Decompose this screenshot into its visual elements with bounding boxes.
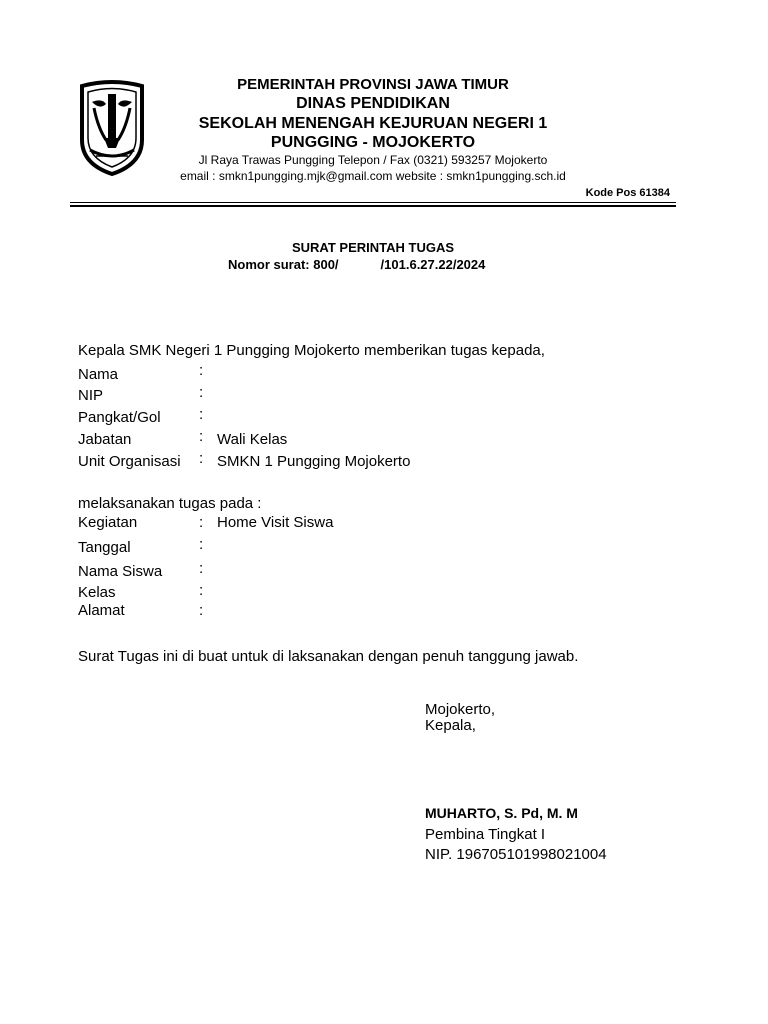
signatory-rank: Pembina Tingkat I bbox=[425, 826, 546, 843]
header-address: Jl Raya Trawas Pungging Telepon / Fax (0321) 593257 Mojokerto bbox=[198, 153, 548, 167]
letter-title: SURAT PERINTAH TUGAS bbox=[291, 240, 455, 255]
postal-code: Kode Pos 61384 bbox=[585, 187, 670, 199]
field-value-jabatan: Wali Kelas bbox=[217, 431, 288, 448]
field-label-unit: Unit Organisasi bbox=[78, 453, 181, 470]
field-colon: : bbox=[199, 384, 204, 401]
field-label-tanggal: Tanggal bbox=[78, 539, 131, 556]
letter-number-prefix: Nomor surat: 800/ bbox=[228, 257, 339, 272]
field-label-nama: Nama bbox=[78, 366, 119, 383]
signature-place: Mojokerto, bbox=[425, 701, 496, 718]
signatory-name: MUHARTO, S. Pd, M. M bbox=[425, 805, 578, 821]
header-department: DINAS PENDIDIKAN bbox=[296, 95, 450, 112]
field-label-kelas: Kelas bbox=[78, 584, 116, 601]
header-government: PEMERINTAH PROVINSI JAWA TIMUR bbox=[237, 76, 509, 93]
field-label-nip: NIP bbox=[78, 387, 104, 404]
header-school: SEKOLAH MENENGAH KEJURUAN NEGERI 1 bbox=[198, 115, 548, 132]
signature-role: Kepala, bbox=[425, 717, 476, 734]
field-colon: : bbox=[199, 428, 204, 445]
field-label-nama-siswa: Nama Siswa bbox=[78, 563, 163, 580]
header-contact: email : smkn1pungging.mjk@gmail.com website : smkn1pungging.sch.id bbox=[180, 169, 566, 183]
field-label-alamat: Alamat bbox=[78, 602, 125, 619]
header-location: PUNGGING - MOJOKERTO bbox=[270, 134, 476, 151]
letter-number bbox=[228, 257, 485, 272]
signatory-nip: NIP. 196705101998021004 bbox=[425, 846, 607, 863]
field-colon: : bbox=[199, 560, 204, 577]
header-divider-thick bbox=[70, 205, 676, 207]
field-colon: : bbox=[199, 362, 204, 379]
letter-number-suffix: /101.6.27.22/2024 bbox=[380, 257, 486, 272]
intro-text: Kepala SMK Negeri 1 Pungging Mojokerto memberikan tugas kepada, bbox=[78, 342, 545, 359]
field-label-kegiatan: Kegiatan bbox=[78, 514, 138, 531]
header-divider-thin bbox=[70, 202, 676, 203]
field-colon: : bbox=[199, 450, 204, 467]
field-label-pangkat: Pangkat/Gol bbox=[78, 409, 161, 426]
task-intro-text: melaksanakan tugas pada : bbox=[78, 495, 262, 512]
field-colon: : bbox=[199, 582, 204, 599]
school-logo bbox=[76, 78, 148, 178]
field-colon: : bbox=[199, 514, 204, 531]
closing-text: Surat Tugas ini di buat untuk di laksanakan dengan penuh tanggung jawab. bbox=[78, 648, 579, 665]
field-colon: : bbox=[199, 536, 204, 553]
field-colon: : bbox=[199, 602, 204, 619]
east-java-crest-icon bbox=[76, 78, 148, 178]
field-colon: : bbox=[199, 406, 204, 423]
field-value-unit: SMKN 1 Pungging Mojokerto bbox=[217, 453, 411, 470]
field-value-kegiatan: Home Visit Siswa bbox=[217, 514, 334, 531]
field-label-jabatan: Jabatan bbox=[78, 431, 132, 448]
